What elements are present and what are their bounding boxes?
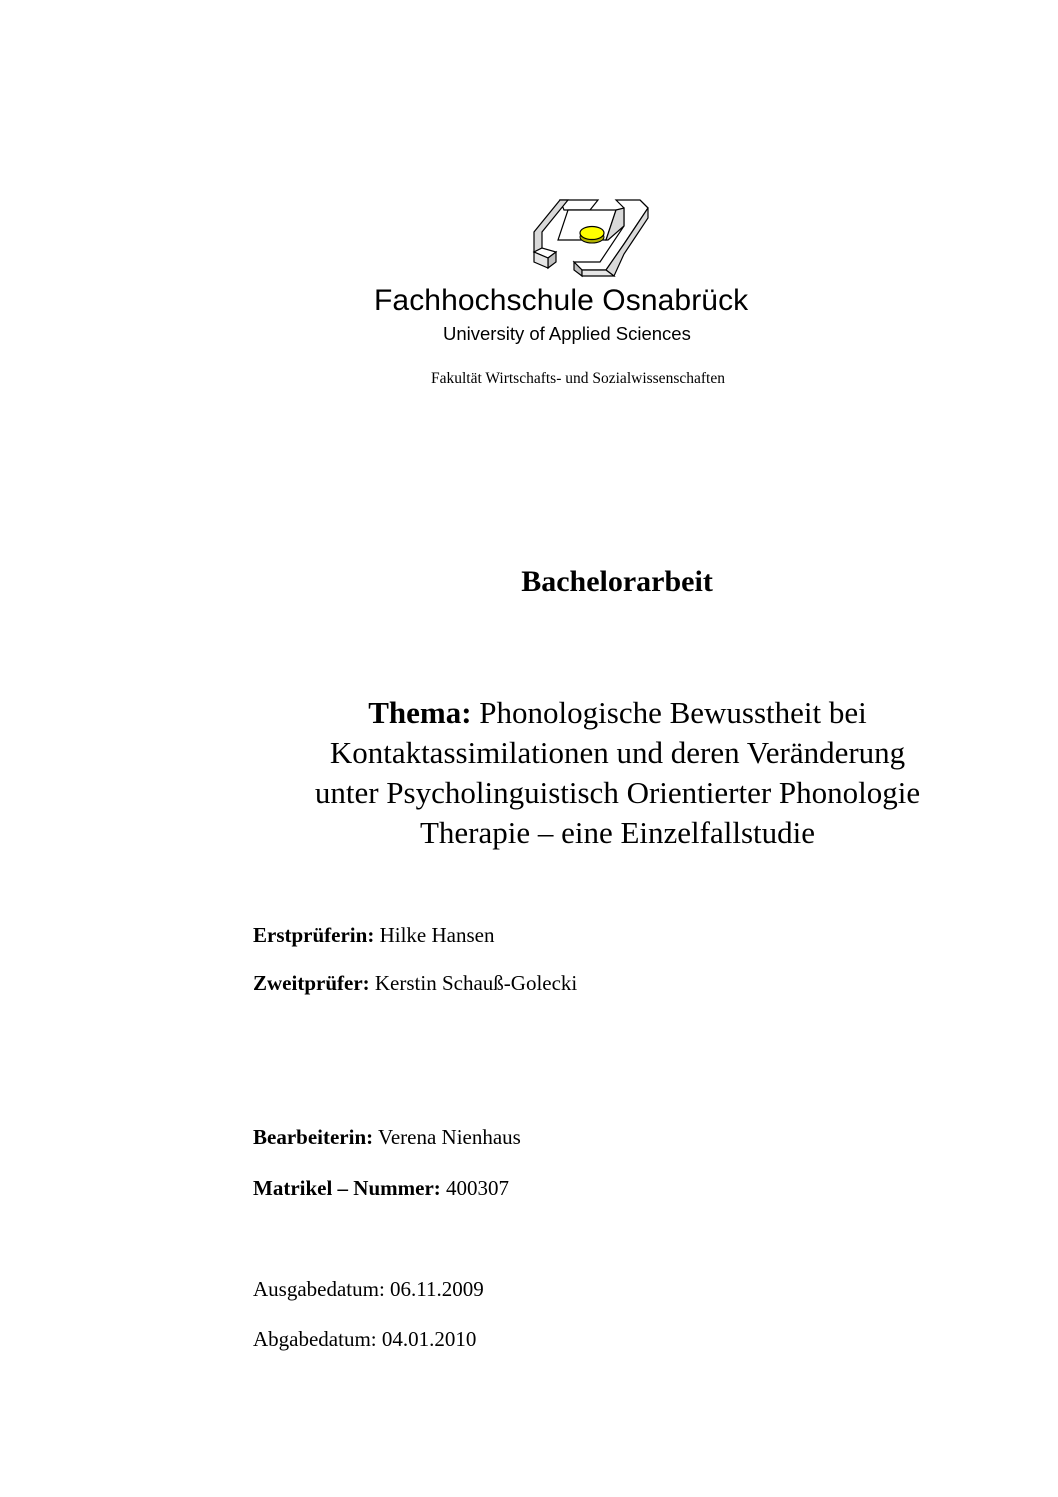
author-label: Bearbeiterin: — [253, 1125, 374, 1149]
matrikel-value: 400307 — [446, 1176, 510, 1200]
second-examiner-value: Kerstin Schauß-Golecki — [374, 971, 578, 995]
document-type: Bachelorarbeit — [521, 565, 713, 598]
thesis-topic-line-4: Therapie – eine Einzelfallstudie — [419, 815, 816, 850]
author-value: Verena Nienhaus — [378, 1125, 521, 1149]
first-examiner — [253, 923, 494, 948]
institution-subtitle: University of Applied Sciences — [443, 323, 691, 344]
thesis-topic-line-3: unter Psycholinguistisch Orientierter Phonologie — [314, 775, 921, 810]
thesis-topic-line-1 — [240, 693, 995, 733]
fh-osnabrueck-logo-icon — [520, 196, 660, 278]
first-examiner-label: Erstprüferin: — [253, 923, 375, 947]
thesis-topic — [240, 693, 995, 853]
thesis-topic-line-2: Kontaktassimilationen und deren Veränderung — [329, 735, 906, 770]
thesis-topic-text: Phonologische Bewusstheit bei — [479, 695, 867, 730]
faculty-name: Fakultät Wirtschafts- und Sozialwissenschaften — [431, 370, 725, 387]
issue-date: Ausgabedatum: 06.11.2009 — [253, 1277, 484, 1301]
second-examiner-label: Zweitprüfer: — [253, 971, 370, 995]
second-examiner — [253, 971, 577, 996]
matrikel-label: Matrikel – Nummer: — [253, 1176, 441, 1200]
matrikel-number — [253, 1176, 509, 1201]
thesis-topic-label: Thema: — [368, 695, 472, 730]
institution-name: Fachhochschule Osnabrück — [374, 284, 749, 317]
author — [253, 1125, 521, 1150]
submission-date: Abgabedatum: 04.01.2010 — [253, 1327, 477, 1351]
first-examiner-value: Hilke Hansen — [379, 923, 495, 947]
